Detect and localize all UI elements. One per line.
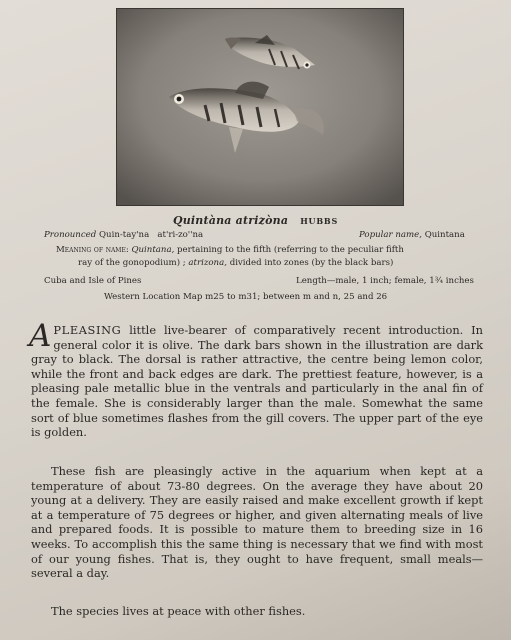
paragraph-1 (29, 318, 483, 440)
paragraph-1-text: little live-bearer of comparatively recent introduction. In general color it is olive. The dark bars shown in the illustration are dark gray to black. The dorsal is rather attractive, the centre being lemon color, while the front and back edges are dark. The prettiest feature, however, is a pleasing pale metallic blue in the ventrals and particularly in the anal fin of the female. She is considerably larger than the male. Somewhat the same sort of blue sometimes flashes from the gill covers. The upper part of the eye is golden. (31, 323, 483, 440)
meaning-line2-start: ray of the gonopodium) ; (78, 258, 186, 268)
meaning-line2-rest: divided into zones (by the black bars) (229, 258, 394, 268)
species-author: HUBBS (300, 216, 339, 226)
pronunciation (44, 230, 203, 240)
lead-in-caps: PLEASING (53, 323, 122, 337)
meaning-line-1 (56, 245, 404, 255)
pronounced-label: Pronounced (44, 230, 97, 240)
meaning-line1-rest: pertaining to the fifth (referring to the peculiar fifth (177, 245, 404, 255)
meaning-label: Meaning of name: (56, 245, 129, 255)
meaning-line-2 (78, 258, 393, 268)
popular-name (359, 230, 465, 240)
fish-photograph (116, 8, 404, 206)
fish-photo-image (117, 9, 403, 205)
locality: Cuba and Isle of Pines (44, 276, 142, 286)
genus-name: Quintàna (172, 214, 232, 227)
popular-value: Quintana (424, 230, 465, 240)
paragraph-3: The species lives at peace with other fishes. (51, 604, 306, 618)
popular-label: Popular name, (359, 230, 422, 240)
location-map-ref: Western Location Map m25 to m31; between m and n, 25 and 26 (104, 292, 388, 302)
fish-length: Length—male, 1 inch; female, 1¾ inches (296, 276, 474, 286)
meaning-species: atrizona, (188, 258, 227, 268)
pronounced-value: Quin-tay'na at'ri-zo''na (98, 230, 204, 240)
paragraph-2: These fish are pleasingly active in the aquarium when kept at a temperature of about 73-80 degrees. On the average they have about 20 young at a delivery. They are easily raised and make excellent growth if kept at a temperature of 75 degrees or higher, and given alternating meals of live and prepared foods. It is possible to mature them to breeding size in 16 weeks. To accomplish this the same thing is necessary that we find with most of our young fishes. That is, they ought to have frequent, small meals—several a day. (31, 464, 483, 581)
drop-cap: A (29, 318, 52, 354)
species-name: atrizòna (235, 214, 289, 227)
meaning-genus: Quintana, (131, 245, 175, 255)
species-title (0, 214, 511, 227)
